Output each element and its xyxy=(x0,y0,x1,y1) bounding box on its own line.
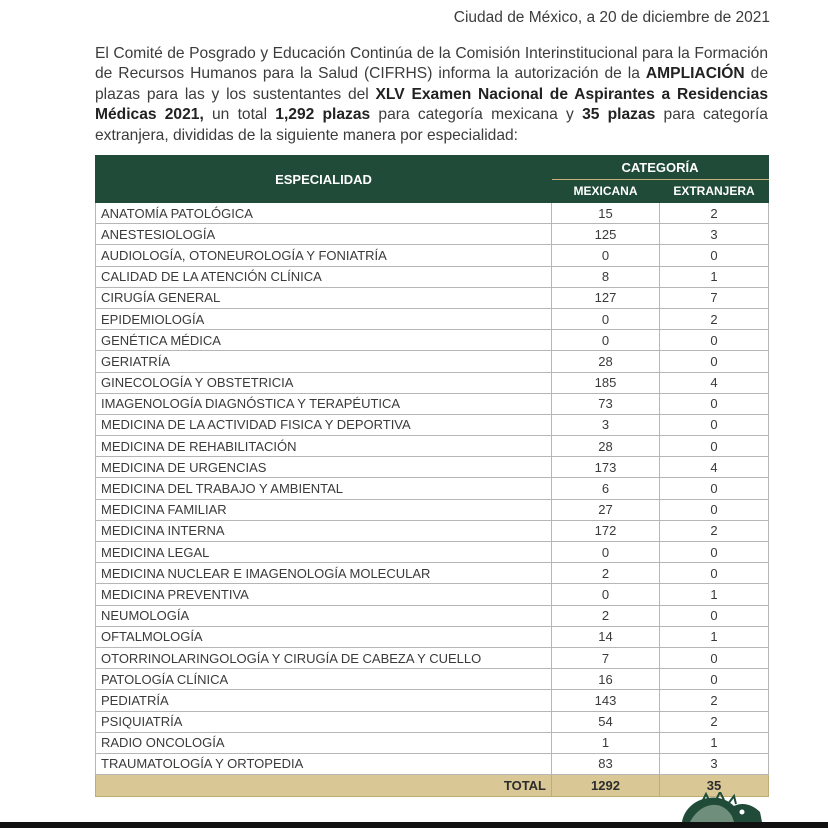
especialidad-cell: GENÉTICA MÉDICA xyxy=(96,330,552,351)
mexicana-cell: 185 xyxy=(552,372,660,393)
table-row xyxy=(96,478,769,499)
intro-text-5: para categoría extranjera, divididas de la siguiente manera por especialidad: xyxy=(95,106,768,144)
table-row xyxy=(96,542,769,563)
extranjera-cell: 1 xyxy=(660,266,769,287)
intro-bold-plazas-mex: 1,292 plazas xyxy=(275,106,371,124)
table-row xyxy=(96,372,769,393)
table-row xyxy=(96,308,769,329)
extranjera-cell: 4 xyxy=(660,457,769,478)
especialidad-cell: MEDICINA LEGAL xyxy=(96,542,552,563)
intro-text-2: de plazas para las y los sustentantes del xyxy=(95,65,768,103)
mexicana-cell: 172 xyxy=(552,520,660,541)
especialidad-cell: MEDICINA FAMILIAR xyxy=(96,499,552,520)
total-label: TOTAL xyxy=(96,775,552,797)
mexicana-cell: 127 xyxy=(552,287,660,308)
mexicana-cell: 0 xyxy=(552,330,660,351)
mexicana-cell: 28 xyxy=(552,436,660,457)
extranjera-cell: 3 xyxy=(660,753,769,774)
table-row xyxy=(96,563,769,584)
mexicana-cell: 173 xyxy=(552,457,660,478)
header-categoria: CATEGORÍA xyxy=(552,156,769,180)
table-row xyxy=(96,436,769,457)
extranjera-cell: 4 xyxy=(660,372,769,393)
mexicana-cell: 54 xyxy=(552,711,660,732)
mexicana-cell: 73 xyxy=(552,393,660,414)
table-row xyxy=(96,690,769,711)
mexicana-cell: 8 xyxy=(552,266,660,287)
table-row xyxy=(96,351,769,372)
intro-bold-plazas-ext: 35 plazas xyxy=(582,106,656,124)
extranjera-cell: 2 xyxy=(660,308,769,329)
table-row xyxy=(96,330,769,351)
mexicana-cell: 3 xyxy=(552,414,660,435)
especialidad-cell: MEDICINA NUCLEAR E IMAGENOLOGÍA MOLECULAR xyxy=(96,563,552,584)
especialidad-cell: GINECOLOGÍA Y OBSTETRICIA xyxy=(96,372,552,393)
mexicana-cell: 28 xyxy=(552,351,660,372)
mexicana-cell: 0 xyxy=(552,584,660,605)
table-row xyxy=(96,605,769,626)
table-row xyxy=(96,520,769,541)
mexicana-cell: 14 xyxy=(552,626,660,647)
especialidad-cell: ANATOMÍA PATOLÓGICA xyxy=(96,203,552,224)
bottom-edge-bar xyxy=(0,822,828,828)
especialidad-cell: MEDICINA PREVENTIVA xyxy=(96,584,552,605)
total-extranjera: 35 xyxy=(660,775,769,797)
header-mexicana: MEXICANA xyxy=(552,180,660,203)
emblem-icon xyxy=(672,792,764,822)
extranjera-cell: 1 xyxy=(660,732,769,753)
especialidad-cell: ANESTESIOLOGÍA xyxy=(96,224,552,245)
especialidad-cell: MEDICINA DE URGENCIAS xyxy=(96,457,552,478)
table-row xyxy=(96,584,769,605)
extranjera-cell: 7 xyxy=(660,287,769,308)
intro-bold-exam: XLV Examen Nacional de Aspirantes a Residencias Médicas 2021, xyxy=(95,85,768,124)
table-row xyxy=(96,287,769,308)
especialidad-cell: PSIQUIATRÍA xyxy=(96,711,552,732)
extranjera-cell: 1 xyxy=(660,584,769,605)
extranjera-cell: 1 xyxy=(660,626,769,647)
especialidad-cell: GERIATRÍA xyxy=(96,351,552,372)
extranjera-cell: 0 xyxy=(660,669,769,690)
table-row xyxy=(96,732,769,753)
mexicana-cell: 15 xyxy=(552,203,660,224)
date-line: Ciudad de México, a 20 de diciembre de 2021 xyxy=(453,9,770,26)
extranjera-cell: 2 xyxy=(660,203,769,224)
intro-text-1: El Comité de Posgrado y Educación Continúa de la Comisión Interinstitucional para la Formación de Recursos Humanos para la Salud (CIFRHS) informa la autorización de la xyxy=(95,45,768,83)
header-extranjera: EXTRANJERA xyxy=(660,180,769,203)
table-row xyxy=(96,224,769,245)
mexicana-cell: 125 xyxy=(552,224,660,245)
total-row xyxy=(96,775,769,797)
table-row xyxy=(96,457,769,478)
especialidad-cell: MEDICINA DE REHABILITACIÓN xyxy=(96,436,552,457)
extranjera-cell: 0 xyxy=(660,478,769,499)
mexicana-cell: 83 xyxy=(552,753,660,774)
table-row xyxy=(96,669,769,690)
extranjera-cell: 0 xyxy=(660,499,769,520)
table-row xyxy=(96,414,769,435)
especialidad-cell: CALIDAD DE LA ATENCIÓN CLÍNICA xyxy=(96,266,552,287)
mexicana-cell: 6 xyxy=(552,478,660,499)
extranjera-cell: 0 xyxy=(660,245,769,266)
extranjera-cell: 0 xyxy=(660,330,769,351)
especialidad-cell: OTORRINOLARINGOLOGÍA Y CIRUGÍA DE CABEZA Y CUELLO xyxy=(96,647,552,668)
extranjera-cell: 0 xyxy=(660,542,769,563)
extranjera-cell: 2 xyxy=(660,520,769,541)
especialidad-cell: IMAGENOLOGÍA DIAGNÓSTICA Y TERAPÉUTICA xyxy=(96,393,552,414)
extranjera-cell: 3 xyxy=(660,224,769,245)
mexicana-cell: 0 xyxy=(552,542,660,563)
especialidad-cell: MEDICINA DEL TRABAJO Y AMBIENTAL xyxy=(96,478,552,499)
table-row xyxy=(96,266,769,287)
mexicana-cell: 0 xyxy=(552,308,660,329)
header-especialidad: ESPECIALIDAD xyxy=(96,156,552,203)
especialidad-cell: NEUMOLOGÍA xyxy=(96,605,552,626)
table-row xyxy=(96,499,769,520)
mexicana-cell: 0 xyxy=(552,245,660,266)
mexicana-cell: 27 xyxy=(552,499,660,520)
especialidad-cell: MEDICINA DE LA ACTIVIDAD FISICA Y DEPORTIVA xyxy=(96,414,552,435)
intro-text-4: para categoría mexicana y xyxy=(370,106,583,124)
mexicana-cell: 143 xyxy=(552,690,660,711)
mexicana-cell: 2 xyxy=(552,605,660,626)
extranjera-cell: 0 xyxy=(660,414,769,435)
table-row xyxy=(96,753,769,774)
table-row xyxy=(96,647,769,668)
mexicana-cell: 1 xyxy=(552,732,660,753)
especialidad-cell: PATOLOGÍA CLÍNICA xyxy=(96,669,552,690)
extranjera-cell: 0 xyxy=(660,605,769,626)
intro-text-3: un total xyxy=(203,106,276,124)
total-mexicana: 1292 xyxy=(552,775,660,797)
especialidad-cell: PEDIATRÍA xyxy=(96,690,552,711)
table-row xyxy=(96,626,769,647)
extranjera-cell: 0 xyxy=(660,647,769,668)
mexicana-cell: 7 xyxy=(552,647,660,668)
extranjera-cell: 0 xyxy=(660,436,769,457)
table-row xyxy=(96,711,769,732)
table-row xyxy=(96,245,769,266)
table-row xyxy=(96,393,769,414)
intro-bold-ampliacion: AMPLIACIÓN xyxy=(645,65,745,83)
extranjera-cell: 2 xyxy=(660,690,769,711)
especialidad-cell: MEDICINA INTERNA xyxy=(96,520,552,541)
table-row xyxy=(96,203,769,224)
especialidad-cell: EPIDEMIOLOGÍA xyxy=(96,308,552,329)
extranjera-cell: 0 xyxy=(660,563,769,584)
especialidad-cell: OFTALMOLOGÍA xyxy=(96,626,552,647)
mexicana-cell: 16 xyxy=(552,669,660,690)
especialidad-cell: RADIO ONCOLOGÍA xyxy=(96,732,552,753)
extranjera-cell: 0 xyxy=(660,351,769,372)
mexicana-cell: 2 xyxy=(552,563,660,584)
intro-paragraph xyxy=(95,44,768,146)
table-body xyxy=(96,203,769,775)
extranjera-cell: 0 xyxy=(660,393,769,414)
especialidad-cell: CIRUGÍA GENERAL xyxy=(96,287,552,308)
plazas-table xyxy=(95,155,769,797)
especialidad-cell: TRAUMATOLOGÍA Y ORTOPEDIA xyxy=(96,753,552,774)
extranjera-cell: 2 xyxy=(660,711,769,732)
especialidad-cell: AUDIOLOGÍA, OTONEUROLOGÍA Y FONIATRÍA xyxy=(96,245,552,266)
